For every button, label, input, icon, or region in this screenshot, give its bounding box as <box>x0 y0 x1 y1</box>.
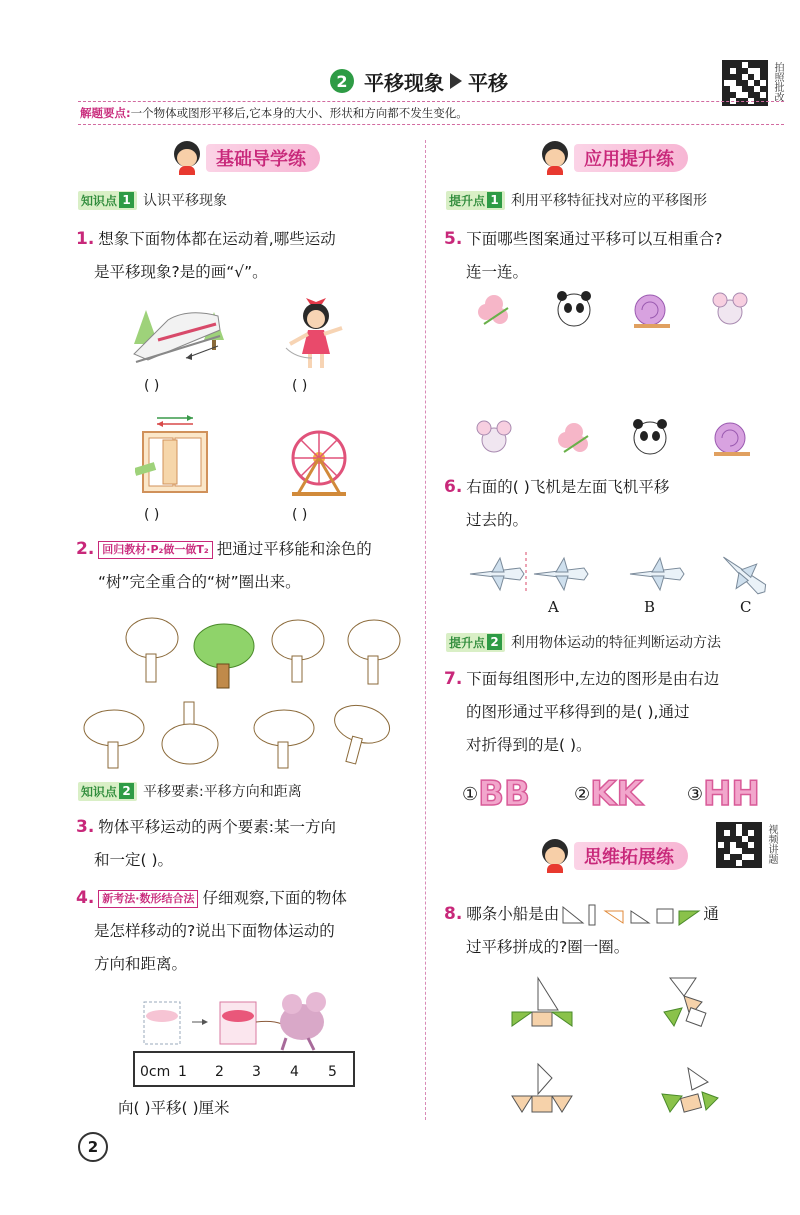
tip-text: 一个物体或图形平移后,它本身的大小、形状和方向都不发生变化。 <box>130 106 468 120</box>
textbook-badge: 回归教材·P₂做一做T₂ <box>98 541 212 559</box>
flower-image <box>478 295 508 324</box>
snail-image <box>714 423 750 454</box>
column-divider <box>425 140 426 1120</box>
triangle-arrow-icon <box>450 73 462 89</box>
mascot-icon <box>540 839 570 873</box>
letter-groups <box>462 772 782 816</box>
question-2: 2. 回归教材·P₂做一做T₂ 把通过平移能和涂色的 “树”完全重合的“树”圈出来。 <box>76 539 372 591</box>
ruler-label: 4 <box>290 1064 299 1080</box>
ruler-label: 5 <box>328 1064 337 1080</box>
flower-image <box>558 423 588 452</box>
improve-point-1 <box>446 189 707 211</box>
section-basic <box>172 140 320 176</box>
question-1: 1. 想象下面物体都在运动着,哪些运动 是平移现象?是的画“√”。 <box>76 229 336 281</box>
mouse-image <box>477 421 511 452</box>
tangram-boats-image <box>500 968 740 1124</box>
tangram-pieces-icon <box>561 903 701 927</box>
panda-image <box>633 419 667 454</box>
trees-row-2 <box>80 700 420 772</box>
qr-caption: 拍照批改 <box>772 62 783 102</box>
answer-blank[interactable]: ( ) <box>292 507 308 523</box>
boat-2 <box>664 978 706 1026</box>
question-8: 8. 哪条小船是由 通 过平移拼成的?圈一圈。 <box>444 904 719 956</box>
tip-key: 解题要点: <box>80 106 131 120</box>
letter-pair-hh: HH <box>702 774 760 814</box>
lesson-number: 2 <box>330 69 354 93</box>
tree-outline <box>126 618 178 682</box>
lesson-title <box>330 66 508 96</box>
kp-text: 利用物体运动的特征判断运动方法 <box>511 635 722 651</box>
ruler-label: 1 <box>178 1064 187 1080</box>
knowledge-point-2 <box>78 780 302 802</box>
qr-code-icon[interactable] <box>722 60 768 106</box>
ruler-label: 0cm <box>140 1064 171 1080</box>
tree-colored <box>194 624 254 688</box>
boat-1 <box>512 978 572 1026</box>
tree-outline <box>84 710 144 768</box>
airplane-option-c <box>713 548 775 598</box>
panda-image <box>557 291 591 326</box>
snail-image <box>634 295 670 326</box>
question-7: 7. 下面每组图形中,左边的图形是由右边 的图形通过平移得到的是( ),通过 对折得到的是( )。 <box>444 669 720 754</box>
qr-code-icon[interactable] <box>716 822 762 868</box>
letter-pair-kk: KK <box>590 774 643 814</box>
option-label-c[interactable]: C <box>740 598 752 616</box>
tree-outline <box>348 620 400 684</box>
ruler <box>140 1058 360 1084</box>
qr-caption: 视频讲题 <box>766 824 777 864</box>
answer-blank[interactable]: ( ) <box>144 378 160 394</box>
option-label-b[interactable]: B <box>644 598 656 616</box>
section-apply-title: 应用提升练 <box>574 144 688 172</box>
mascot-icon <box>172 141 202 175</box>
airplane-original <box>470 558 524 590</box>
answer-blank[interactable]: ( ) <box>292 378 308 394</box>
kp-tag: 知识点 2 <box>78 782 137 801</box>
trees-row-1 <box>118 612 418 692</box>
group-mark: ③ <box>686 783 703 805</box>
knowledge-point-1 <box>78 189 227 211</box>
patterns-bottom-row <box>470 416 770 460</box>
tree-tilted <box>325 700 394 770</box>
question-3: 3. 物体平移运动的两个要素:某一方向 和一定( )。 <box>76 817 337 869</box>
group-mark: ② <box>573 783 591 805</box>
tree-outline-flipped <box>272 620 324 682</box>
group-mark: ① <box>462 783 479 805</box>
question-4: 4. 新考法·数形结合法 仔细观察,下面的物体 是怎样移动的?说出下面物体运动的 方向和距离。 <box>76 888 347 973</box>
high-speed-train-image <box>128 300 228 368</box>
improve-point-2 <box>446 631 721 653</box>
section-basic-title: 基础导学练 <box>206 144 320 172</box>
kp-text: 利用平移特征找对应的平移图形 <box>511 193 708 209</box>
tip-bar <box>78 101 784 125</box>
kp-text: 认识平移现象 <box>143 193 228 209</box>
ruler-label: 3 <box>252 1064 261 1080</box>
spinning-girl-image <box>282 298 348 372</box>
kp-tag: 知识点 1 <box>78 191 137 210</box>
new-method-badge: 新考法·数形结合法 <box>98 890 198 908</box>
section-extend <box>540 838 688 874</box>
ruler-label: 2 <box>215 1064 224 1080</box>
tree-upside-down <box>162 702 218 764</box>
page-number: 2 <box>78 1132 108 1162</box>
section-extend-title: 思维拓展练 <box>574 842 688 870</box>
tree-outline <box>254 710 314 768</box>
mascot-icon <box>540 141 570 175</box>
lesson-title-part2: 平移 <box>468 70 508 95</box>
ferris-wheel-image <box>284 426 354 498</box>
patterns-top-row <box>470 288 770 332</box>
airplanes-image <box>466 548 776 598</box>
boat-4 <box>662 1068 718 1112</box>
kp-text: 平移要素:平移方向和距离 <box>143 784 302 800</box>
lesson-title-part1: 平移现象 <box>364 70 444 95</box>
airplane-option-a <box>534 558 588 590</box>
option-label-a[interactable]: A <box>548 598 559 616</box>
sliding-window-image <box>135 410 215 496</box>
kp-tag: 提升点 2 <box>446 633 505 652</box>
answer-blank[interactable]: ( ) <box>144 507 160 523</box>
question-5: 5. 下面哪些图案通过平移可以互相重合? 连一连。 <box>444 229 723 281</box>
kp-tag: 提升点 1 <box>446 191 505 210</box>
airplane-option-b <box>630 558 684 590</box>
question-6: 6. 右面的( )飞机是左面飞机平移 过去的。 <box>444 477 670 529</box>
q4-answer[interactable]: 向( )平移( )厘米 <box>118 1099 230 1117</box>
mouse-image <box>713 293 747 324</box>
letter-pair-bb: BB <box>478 774 530 814</box>
boat-3 <box>512 1064 572 1112</box>
section-apply <box>540 140 688 176</box>
